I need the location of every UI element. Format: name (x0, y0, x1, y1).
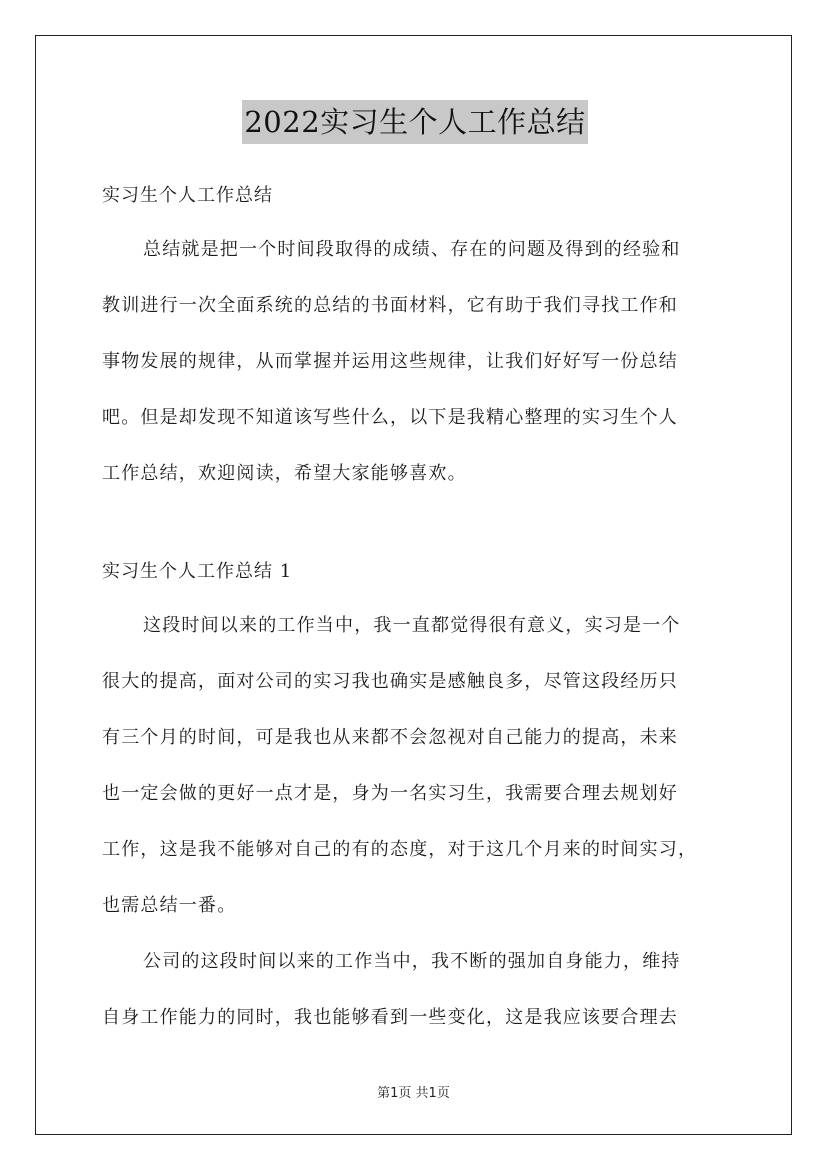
paragraph-line: 事物发展的规律，从而掌握并运用这些规律，让我们好好写一份总结 (102, 351, 678, 372)
page-number: 第1页 共1页 (377, 1086, 450, 1101)
section-heading: 实习生个人工作总结 (102, 185, 273, 206)
document-body (102, 100, 728, 1046)
paragraph-line: 公司的这段时间以来的工作当中，我不断的强加自身能力，维持 (143, 951, 681, 972)
paragraph-line: 教训进行一次全面系统的总结的书面材料，它有助于我们寻找工作和 (102, 295, 678, 316)
paragraph-line: 总结就是把一个时间段取得的成绩、存在的问题及得到的经验和 (143, 239, 681, 260)
document-title-text: 2022实习生个人工作总结 (242, 100, 587, 144)
intro-paragraph (102, 222, 728, 502)
paragraph-line: 也需总结一番。 (102, 895, 237, 916)
body-paragraph-2 (102, 934, 728, 1046)
document-title (102, 100, 728, 148)
paragraph-line: 也一定会做的更好一点才是，身为一名实习生，我需要合理去规划好 (102, 783, 678, 804)
paragraph-line: 有三个月的时间，可是我也从来都不会忽视对自己能力的提高，未来 (102, 727, 678, 748)
paragraph-line: 吧。但是却发现不知道该写些什么，以下是我精心整理的实习生个人 (102, 407, 678, 428)
body-paragraph-1 (102, 598, 728, 934)
paragraph-line: 很大的提高，面对公司的实习我也确实是感触良多，尽管这段经历只 (102, 671, 678, 692)
paragraph-line: 工作，这是我不能够对自己的有的态度，对于这几个月来的时间实习， (102, 839, 698, 860)
blank-line (102, 502, 728, 546)
paragraph-line: 自身工作能力的同时，我也能够看到一些变化，这是我应该要合理去 (102, 1007, 678, 1028)
paragraph-line: 这段时间以来的工作当中，我一直都觉得很有意义，实习是一个 (143, 615, 681, 636)
paragraph-line: 工作总结，欢迎阅读，希望大家能够喜欢。 (102, 463, 467, 484)
section-heading: 实习生个人工作总结 1 (102, 561, 293, 582)
